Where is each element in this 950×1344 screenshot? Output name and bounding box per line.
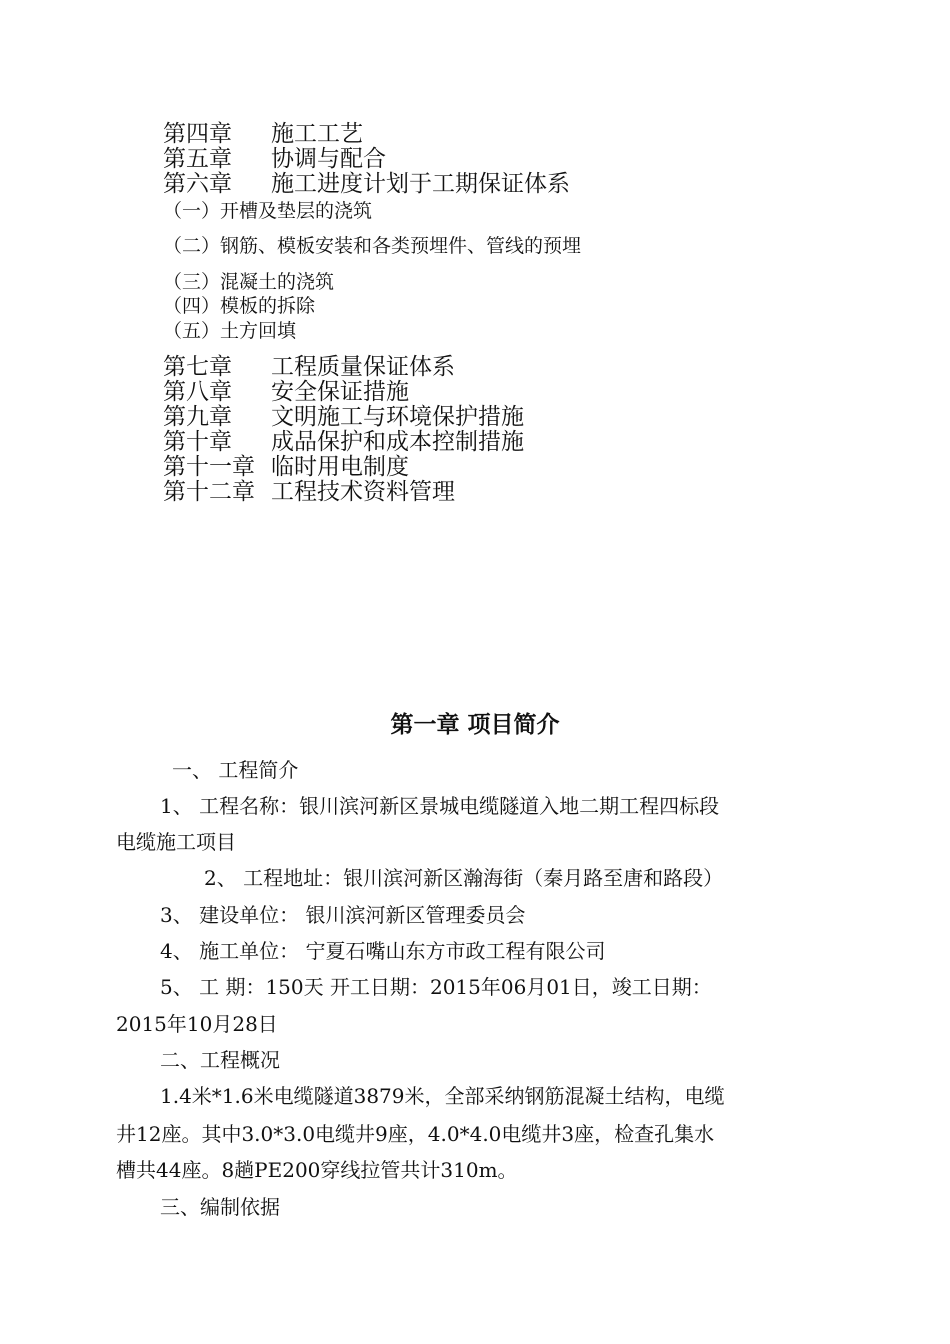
construction-unit: 4、 施工单位： 宁夏石嘴山东方市政工程有限公司 bbox=[160, 939, 606, 963]
toc-chapter-title: 工程质量保证体系 bbox=[271, 354, 455, 380]
toc-entry bbox=[163, 455, 409, 480]
project-name-line: 1、 工程名称：银川滨河新区景城电缆隧道入地二期工程四标段 bbox=[160, 794, 720, 818]
toc-sub-item: （三）混凝土的浇筑 bbox=[163, 271, 335, 293]
toc-entry bbox=[163, 147, 386, 172]
toc-chapter-title: 临时用电制度 bbox=[271, 454, 409, 480]
schedule-continuation: 2015年10月28日 bbox=[116, 1012, 278, 1036]
toc-chapter-title: 协调与配合 bbox=[271, 146, 386, 172]
toc-entry bbox=[163, 405, 524, 430]
overview-paragraph-line: 井12座。其中3.0*3.0电缆井9座，4.0*4.0电缆井3座，检查孔集水 bbox=[116, 1122, 715, 1146]
toc-chapter-number: 第十章 bbox=[163, 429, 232, 455]
toc-chapter-title: 安全保证措施 bbox=[271, 379, 409, 405]
toc-chapter-title: 施工工艺 bbox=[271, 121, 363, 147]
overview-paragraph-line: 1.4米*1.6米电缆隧道3879米，全部采纳钢筋混凝土结构，电缆 bbox=[160, 1084, 725, 1108]
toc-entry bbox=[163, 480, 455, 505]
toc-chapter-title: 文明施工与环境保护措施 bbox=[271, 404, 524, 430]
toc-sub-item: （一）开槽及垫层的浇筑 bbox=[163, 200, 373, 222]
toc-chapter-number: 第六章 bbox=[163, 171, 232, 197]
toc-chapter-title: 施工进度计划于工期保证体系 bbox=[271, 171, 570, 197]
toc-entry bbox=[163, 172, 570, 197]
toc-entry bbox=[163, 430, 524, 455]
toc-sub-item: （五）土方回填 bbox=[163, 320, 297, 342]
section-heading: 二、工程概况 bbox=[160, 1048, 280, 1072]
toc-chapter-number: 第五章 bbox=[163, 146, 232, 172]
toc-entry bbox=[163, 380, 409, 405]
toc-chapter-title: 工程技术资料管理 bbox=[271, 479, 455, 505]
toc-entry bbox=[163, 355, 455, 380]
project-name-continuation: 电缆施工项目 bbox=[116, 830, 236, 854]
project-address: 2、 工程地址：银川滨河新区瀚海街（秦月路至唐和路段） bbox=[204, 866, 724, 890]
toc-chapter-number: 第四章 bbox=[163, 121, 232, 147]
toc-chapter-number: 第七章 bbox=[163, 354, 232, 380]
section-heading: 三、编制依据 bbox=[160, 1195, 280, 1219]
schedule-line: 5、 工 期：150天 开工日期：2015年06月01日，竣工日期： bbox=[160, 975, 712, 999]
overview-paragraph-line: 槽共44座。8趟PE200穿线拉管共计310m。 bbox=[116, 1158, 518, 1182]
toc-chapter-title: 成品保护和成本控制措施 bbox=[271, 429, 524, 455]
toc-chapter-number: 第八章 bbox=[163, 379, 232, 405]
toc-entry bbox=[163, 122, 363, 147]
section-heading: 一、 工程简介 bbox=[172, 758, 299, 782]
chapter-title: 第一章 项目简介 bbox=[390, 711, 560, 738]
toc-chapter-number: 第十一章 bbox=[163, 454, 255, 480]
toc-chapter-number: 第十二章 bbox=[163, 479, 255, 505]
toc-sub-item: （四）模板的拆除 bbox=[163, 295, 316, 317]
owner-unit: 3、 建设单位： 银川滨河新区管理委员会 bbox=[160, 903, 526, 927]
toc-sub-item: （二）钢筋、模板安装和各类预埋件、管线的预埋 bbox=[163, 235, 582, 257]
toc-chapter-number: 第九章 bbox=[163, 404, 232, 430]
